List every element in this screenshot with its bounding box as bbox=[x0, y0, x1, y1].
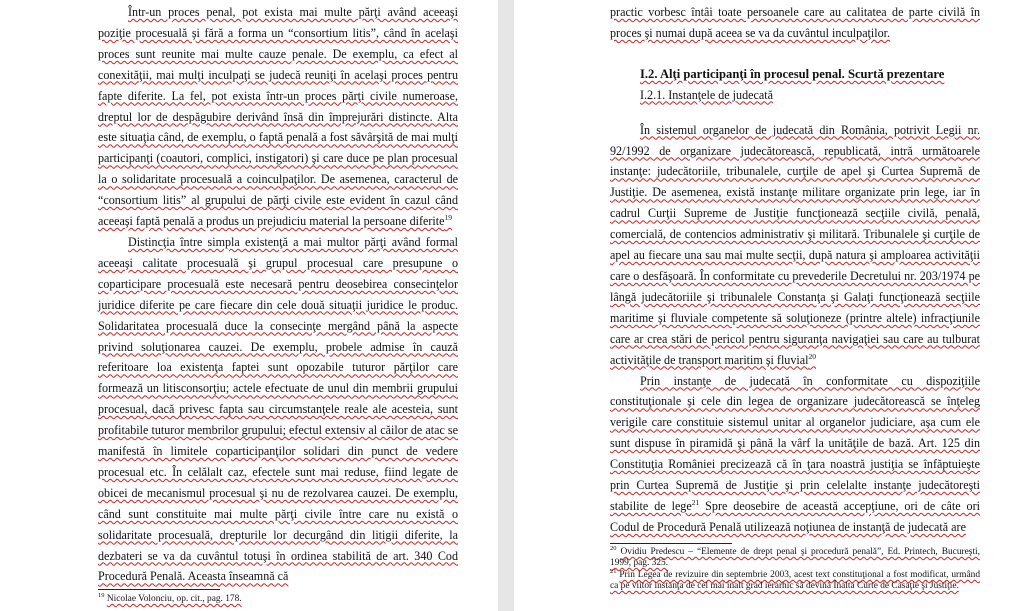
subsection-heading: I.2.1. Instanţele de judecată bbox=[640, 87, 773, 102]
footnote-19: $^{19}$ Nicolae Volonciu, op. cit., pag. 178. bbox=[98, 591, 242, 604]
paragraph-consortium-litis: Într-un proces penal, pot exista mai multe părţi având aceeaşi poziţie procesuală şi fără a forma un “consortium litis”, când în acelaşi proces sunt reunite mai multe cauze penale. De exemplu, ca efect al conexităţii, mai mulţi inculpaţi se judecă reuniţi în acelaşi proces pentru fapte diferite. La fel, pot exista într-un proces părţi civile numeroase, dreptul lor de despăgubire derivând însă din împrejurări distincte. Alta este situaţia când, de exemplu, o faptă penală a fost săvârşită de mai mulţi participanţi (coautori, complici, instigatori) şi care duce pe plan procesual la o solidaritate procesuală a coinculpaţilor. De asemenea, caracterul de “consortium litis” al grupului de părţi civile este evident în cazul când aceeaşi faptă penală a produs un prejudiciu material la persoane diferite$^{19}$ bbox=[98, 5, 458, 229]
footnotes-left bbox=[98, 591, 458, 606]
footnotes-right bbox=[610, 544, 981, 593]
paragraph-continuation: practic vorbesc întâi toate persoanele care au calitatea de parte civilă în proces şi numai după aceea se va da cuvântul inculpaţilor. bbox=[610, 5, 980, 40]
spacer bbox=[610, 106, 980, 120]
footnote-20: $^{20}$ Ovidiu Predescu – “Elemente de drept penal şi procedură penală”, Ed. Printech, Bucureşti, 1999, pag. 325. bbox=[610, 544, 980, 568]
section-heading: I.2. Alţi participanţi în procesul penal. Scurtă prezentare bbox=[640, 66, 945, 81]
page-body-left bbox=[98, 2, 458, 587]
footnote-reference-20[interactable]: 20 bbox=[808, 351, 816, 361]
footnote-separator bbox=[610, 543, 732, 544]
paragraph-sistemul-organelor: În sistemul organelor de judecată din România, potrivit Legii nr. 92/1992 de organizare judecătorească, republicată, intră următoarele instanţe: judecătoriile, tribunalele, curţile de apel şi Curtea Supremă de Justiţie. De asemenea, există instanţe militare organizate prin lege, iar în cadrul Curţii Supreme de Justiţie funcţionează secţiile civilă, penală, comercială, de contencios administrativ şi militară. Tribunalele şi curţile de apel au fiecare una sau mai multe secţii, după natura şi amploarea activităţii care o desfăşoară. În conformitate cu prevederile Decretului nr. 203/1974 pe lângă judecătoriile şi tribunalele Constanţa şi Galaţi funcţionează secţiile maritime şi fluviale competente să soluţioneze (printre altele) infracţiunile care ar crea stări de pericol pentru siguranţa navigaţiei sau care au tulburat activităţile de transport maritim şi fluvial$^{20}$ bbox=[610, 122, 980, 367]
footnote-reference-21[interactable]: 21 bbox=[691, 497, 700, 507]
footnote-separator bbox=[98, 589, 220, 590]
document-page-left[interactable] bbox=[0, 0, 498, 611]
document-page-right[interactable] bbox=[514, 0, 1024, 611]
page-body-right bbox=[610, 2, 980, 538]
paragraph-instante-de-judecata: Prin instanţe de judecată în conformitate cu dispoziţiile constituţionale şi cele din legea de organizare judecătorească se înţeleg verigile care constituie sistemul unitar al organelor judiciare, aşa cum ele sunt dispuse în piramidă şi până la vârf la unităţile de bază. Art. 125 din Constituţia României precizează că în ţara noastră justiţia se înfăptuieşte prin Curtea Supremă de Justiţie şi prin celelalte instanţe judecătoreşti stabilite de lege$^{21}$ Spre deosebire de această accepţiune, ori de câte ori Codul de Procedură Penală utilizează noţiunea de instanţă de judecată are bbox=[610, 373, 980, 534]
footnote-21: $^{21}$ Prin Legea de revizuire din septembrie 2003, acest text constituţional a fost modificat, urmând ca pe viitor instanţa de cel mai înalt grad ierarhic să devină Înalta Curte de Casaţie şi Justiţie. bbox=[610, 567, 981, 591]
paragraph-distinctia: Distincţia între simpla existenţă a mai multor părţi având formal aceeaşi calitate procesuală şi grupul procesual care presupune o coparticipare procesuală este necesară pentru deosebirea consecinţelor juridice diferite pe care fiecare din cele două situaţii juridice le produc. Solidaritatea procesuală duce la consecinţe mergând până la aspecte privind soluţionarea cauzei. De exemplu, probele admise în cauză referitoare loa existenţa faptei sunt opozabile tuturor părţilor care formează un litisconsorţiu; actele efectuate de unul din membrii grupului procesual, dacă privesc fapta sau circumstanţele reale ale acesteia, sunt profitabile tuturor membrilor grupului; efectul extensiv al căilor de atac se manifestă în limitele coparticipanţilor solidari din punct de vedere procesual etc. În celălalt caz, efectele sunt mai reduse, fiind legate de obicei de mecanismul procesual şi nu de rezolvarea cauzei. De exemplu, când sunt constituite mai multe părţi civile între care nu există o solidaritate procesuală, drepturile lor decurgând din litigii diferite, la dezbateri se va da cuvântul totuşi în ordinea stabilită de art. 340 Cod Procedură Penală. Aceasta înseamnă că bbox=[98, 234, 458, 584]
footnote-reference-19[interactable]: 19 bbox=[444, 213, 453, 223]
